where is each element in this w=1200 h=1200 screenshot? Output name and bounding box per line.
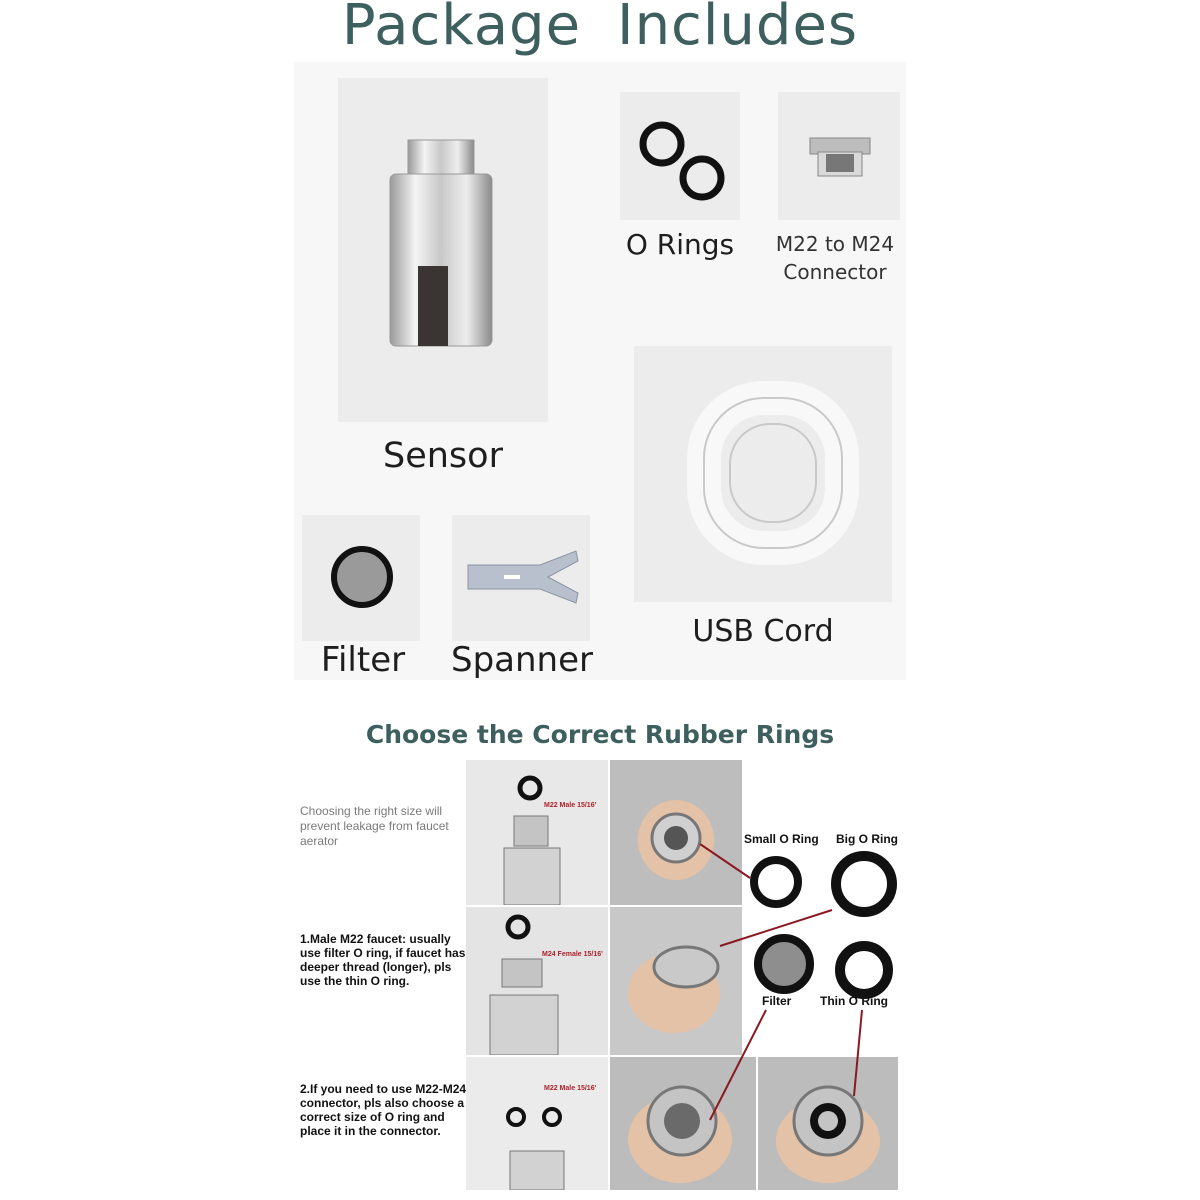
sensor-photo (338, 78, 548, 422)
pointer-line-1 (700, 844, 750, 878)
o-rings-icon (620, 92, 740, 220)
pointer-line-4 (854, 1010, 862, 1096)
spanner-icon (452, 515, 590, 641)
usb-cord-photo (634, 346, 892, 602)
spanner-label: Spanner (451, 640, 593, 680)
filter-icon (302, 515, 420, 641)
thin-o-ring-icon (840, 946, 888, 994)
filter-photo (302, 515, 420, 641)
usb-cord-label: USB Cord (692, 614, 834, 649)
small-o-ring-label: Small O Ring (744, 832, 819, 846)
connector-rings-icon (466, 1057, 608, 1190)
filter-ring-icon (758, 938, 810, 990)
m22-male-photo-2 (466, 1057, 608, 1190)
big-o-ring-icon (836, 856, 892, 912)
m24-female-photo (466, 907, 608, 1055)
sensor-icon (338, 78, 548, 422)
spanner-photo (452, 515, 590, 641)
step1-text: 1.Male M22 faucet: usually use filter O ring, if faucet has deeper thread (longer), pls use the thin O ring. (300, 932, 466, 988)
sensor-label: Sensor (383, 436, 503, 476)
big-o-ring-label: Big O Ring (836, 832, 898, 846)
male-fitting-icon (466, 760, 608, 905)
photo-tag-3: M22 Male 15/16' (544, 1085, 597, 1092)
page-title (0, 0, 1200, 58)
rings-pointers (600, 1000, 920, 1200)
o-rings-label: O Rings (625, 228, 735, 261)
filter-label: Filter (320, 640, 406, 680)
pointer-line-3 (710, 1010, 766, 1120)
filter-ring-label: Filter (762, 994, 792, 1008)
title-word-includes: Includes (617, 0, 859, 58)
connector-label (752, 230, 918, 286)
m22-male-photo (466, 760, 608, 905)
connector-label-line2: Connector (783, 260, 887, 284)
step2-text: 2.If you need to use M22-M24 connector, pls also choose a correct size of O ring and place it in the connector. (300, 1082, 467, 1138)
photo-tag-1: M22 Male 15/16' (544, 802, 597, 809)
connector-label-line1: M22 to M24 (775, 232, 895, 256)
thin-o-ring-label: Thin O Ring (820, 994, 888, 1008)
female-fitting-icon (466, 907, 608, 1055)
rubber-rings-heading: Choose the Correct Rubber Rings (365, 720, 835, 749)
small-o-ring-icon (754, 860, 798, 904)
connector-photo (778, 92, 900, 220)
usb-cord-icon (634, 346, 892, 602)
connector-icon (778, 92, 900, 220)
title-word-package: Package (341, 0, 582, 58)
photo-tag-2: M24 Female 15/16' (542, 951, 603, 958)
o-rings-photo (620, 92, 740, 220)
intro-text: Choosing the right size will prevent leakage from faucet aerator (300, 804, 449, 848)
